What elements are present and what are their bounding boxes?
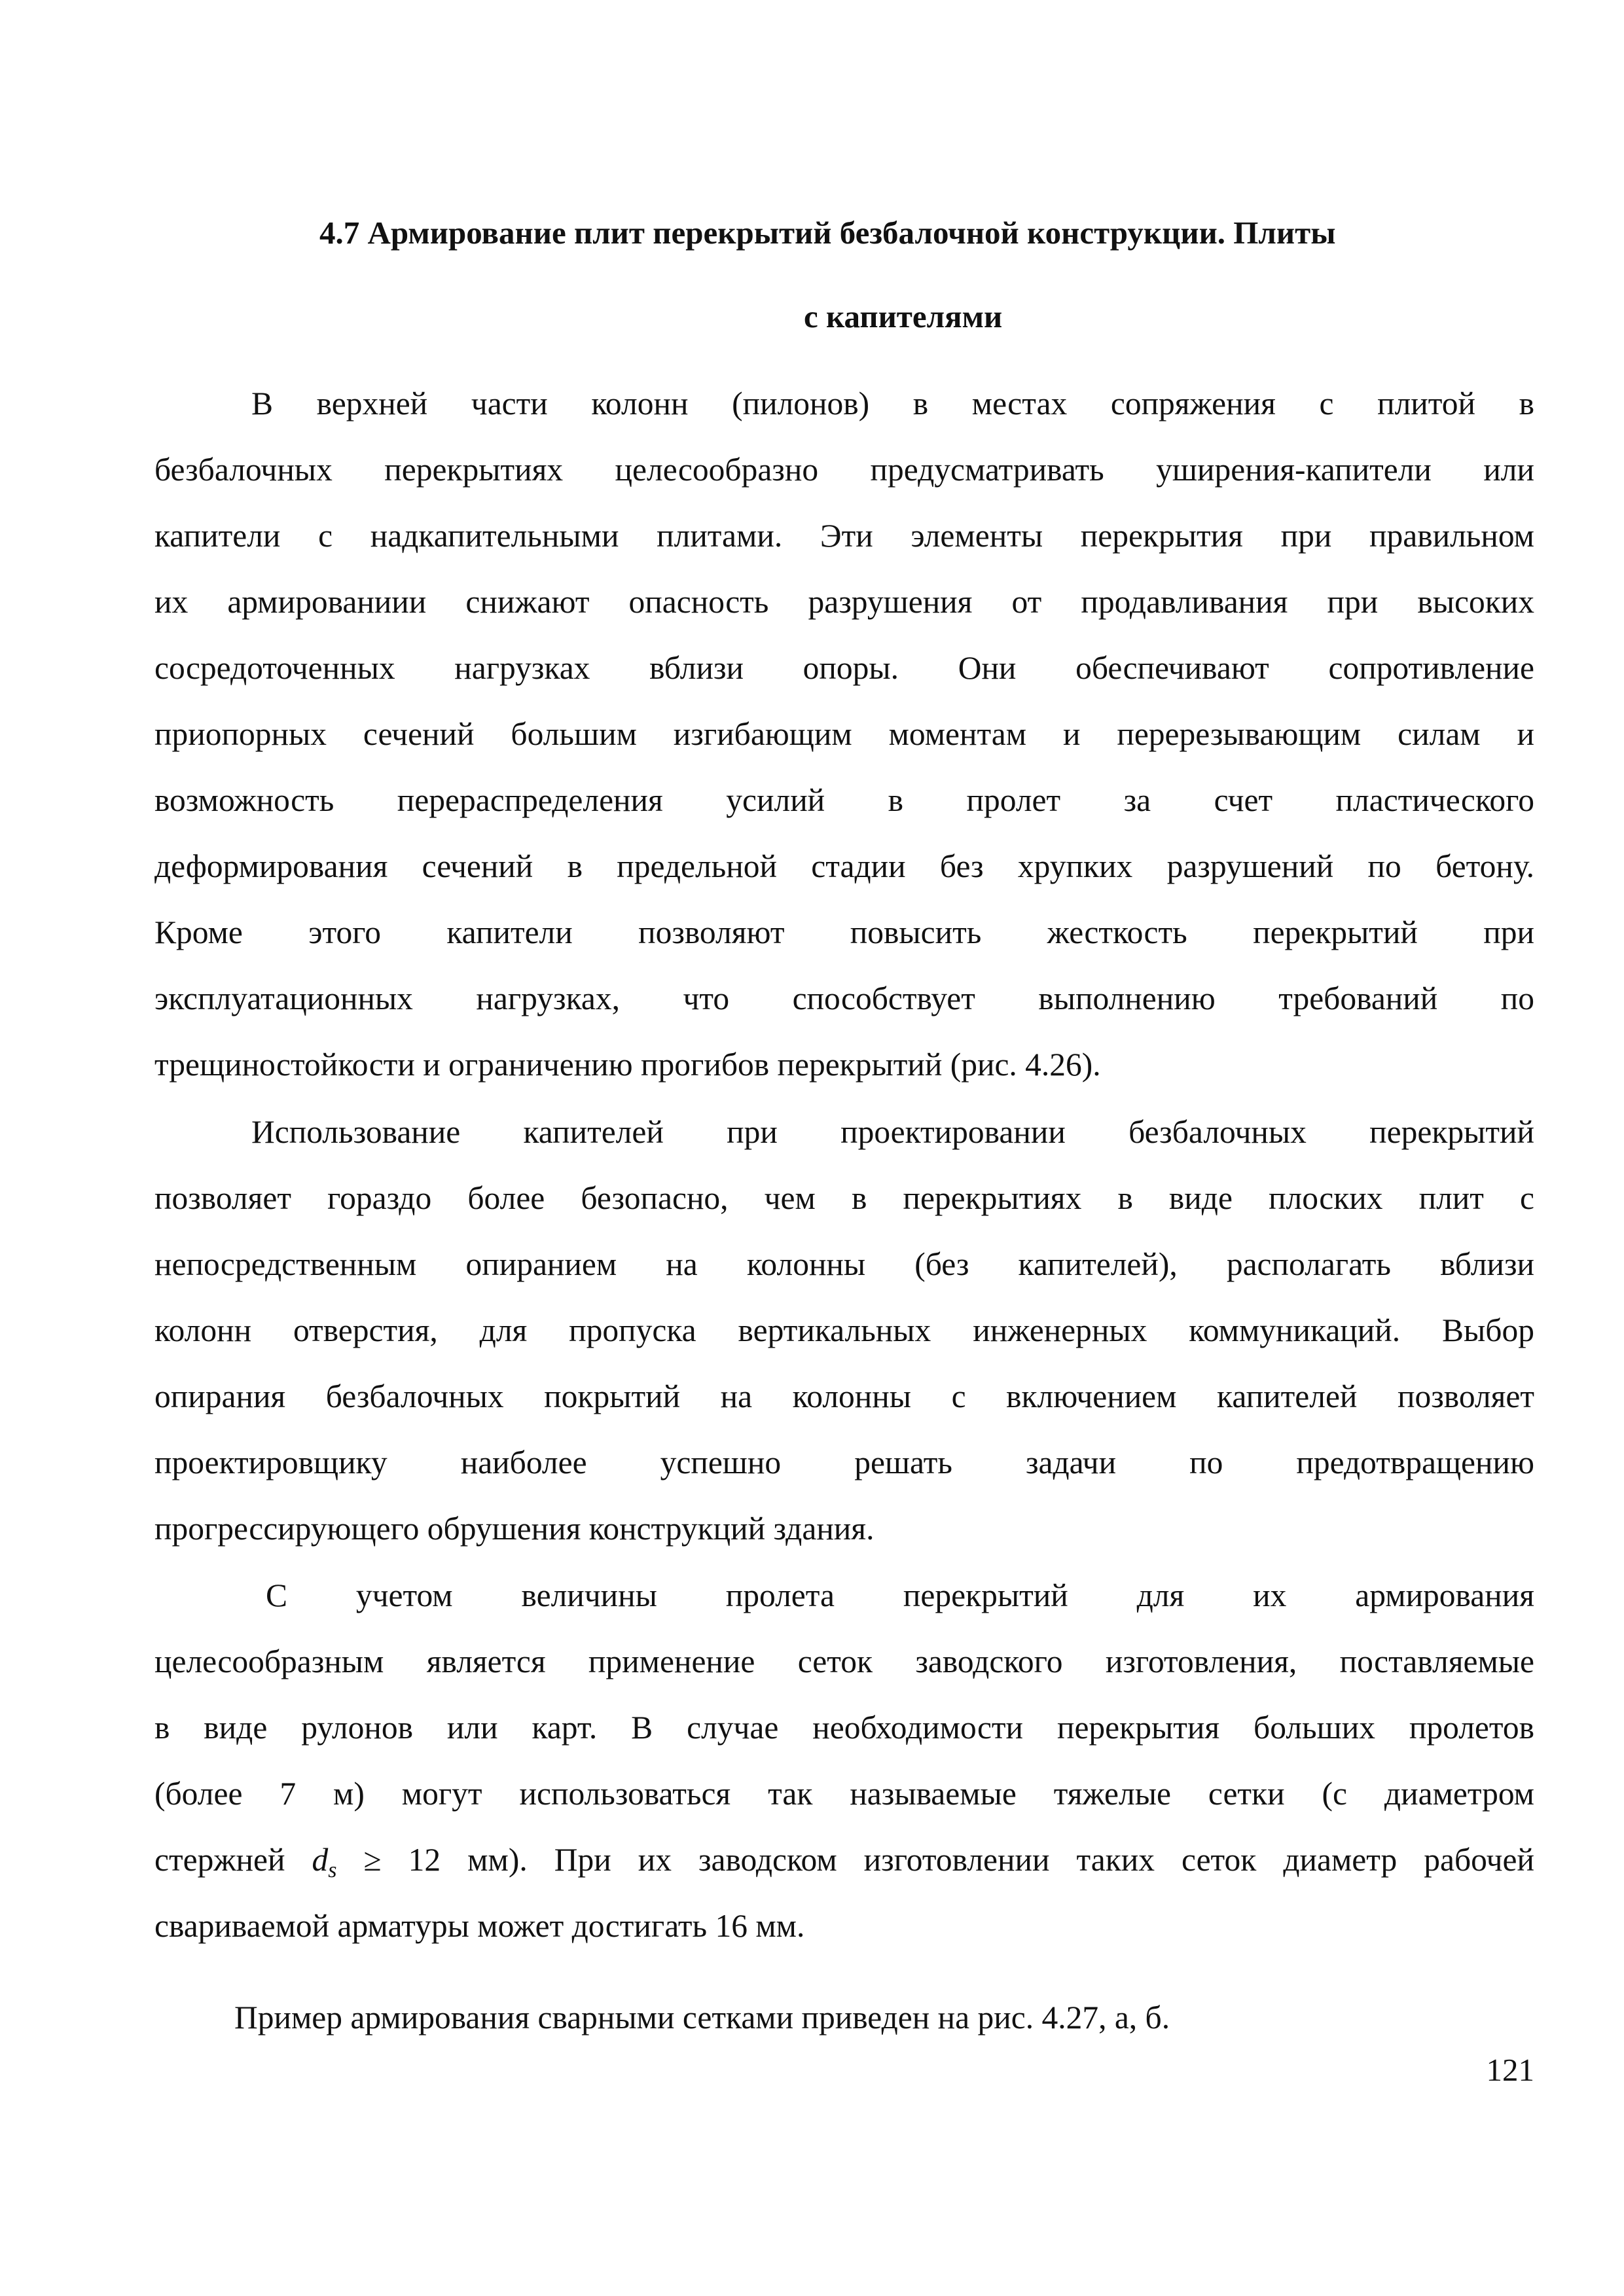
page-number: 121 (1486, 2052, 1534, 2088)
paragraph-line: приопорных сечений большим изгибающим моментам и перерезывающим силам и (154, 716, 1534, 752)
paragraph-line: Использование капителей при проектировании безбалочных перекрытий (251, 1114, 1534, 1150)
paragraph-line: эксплуатационных нагрузках, что способствует выполнению требований по (154, 980, 1534, 1016)
paragraph-line: В верхней части колонн (пилонов) в местах сопряжения с плитой в (251, 386, 1534, 422)
paragraph-line: С учетом величины пролета перекрытий для их армирования (266, 1577, 1534, 1613)
paragraph-line: безбалочных перекрытиях целесообразно предусматривать уширения-капители или (154, 452, 1534, 488)
paragraph-2 (154, 1099, 1534, 1562)
formula-prefix: стержней (154, 1842, 312, 1878)
paragraph-formula-line (154, 1827, 1534, 1893)
paragraph-line: опирания безбалочных покрытий на колонны с включением капителей позволяет (154, 1378, 1534, 1414)
paragraph-line: в виде рулонов или карт. В случае необходимости перекрытия больших пролетов (154, 1710, 1534, 1746)
paragraph-line: капители с надкапительными плитами. Эти элементы перекрытия при правильном (154, 518, 1534, 554)
formula-subscript: s (328, 1858, 337, 1882)
formula-suffix: ≥ 12 мм). При их заводском изготовлении таких сеток диаметр рабочей (336, 1842, 1534, 1878)
paragraph-line: колонн отверстия, для пропуска вертикальных инженерных коммуникаций. Выбор (154, 1312, 1534, 1348)
paragraph-line: проектировщику наиболее успешно решать задачи по предотвращению (154, 1444, 1534, 1480)
paragraph-line: прогрессирующего обрушения конструкций здания. (154, 1511, 875, 1547)
paragraph-line: (более 7 м) могут использоваться так называемые тяжелые сетки (с диаметром (154, 1776, 1534, 1812)
paragraph-line: Кроме этого капители позволяют повысить жесткость перекрытий при (154, 914, 1534, 950)
paragraph-line: сосредоточенных нагрузках вблизи опоры. Они обеспечивают сопротивление (154, 650, 1534, 686)
paragraph-line: целесообразным является применение сеток заводского изготовления, поставляемые (154, 1643, 1534, 1679)
paragraph-line: деформирования сечений в предельной стадии без хрупких разрушений по бетону. (154, 848, 1534, 884)
paragraph-4 (154, 1984, 1534, 2051)
paragraph-line: Пример армирования сварными сетками приведен на рис. 4.27, а, б. (234, 2000, 1170, 2036)
paragraph-line: трещиностойкости и ограничению прогибов перекрытий (рис. 4.26). (154, 1047, 1101, 1083)
formula-variable: d (312, 1842, 329, 1878)
paragraph-line: их армированиии снижают опасность разрушения от продавливания при высоких (154, 584, 1534, 620)
paragraph-line: непосредственным опиранием на колонны (без капителей), располагать вблизи (154, 1246, 1534, 1282)
paragraph-1 (154, 370, 1534, 1098)
paragraph-line: свариваемой арматуры может достигать 16 мм. (154, 1908, 805, 1944)
section-heading-line-1: 4.7 Армирование плит перекрытий безбалочной конструкции. Плиты (319, 215, 1336, 251)
section-heading-line-2: с капителями (804, 298, 1003, 334)
paragraph-3 (154, 1562, 1534, 1959)
paragraph-line: позволяет гораздо более безопасно, чем в перекрытиях в виде плоских плит с (154, 1180, 1534, 1216)
paragraph-line: возможность перераспределения усилий в пролет за счет пластического (154, 782, 1534, 818)
